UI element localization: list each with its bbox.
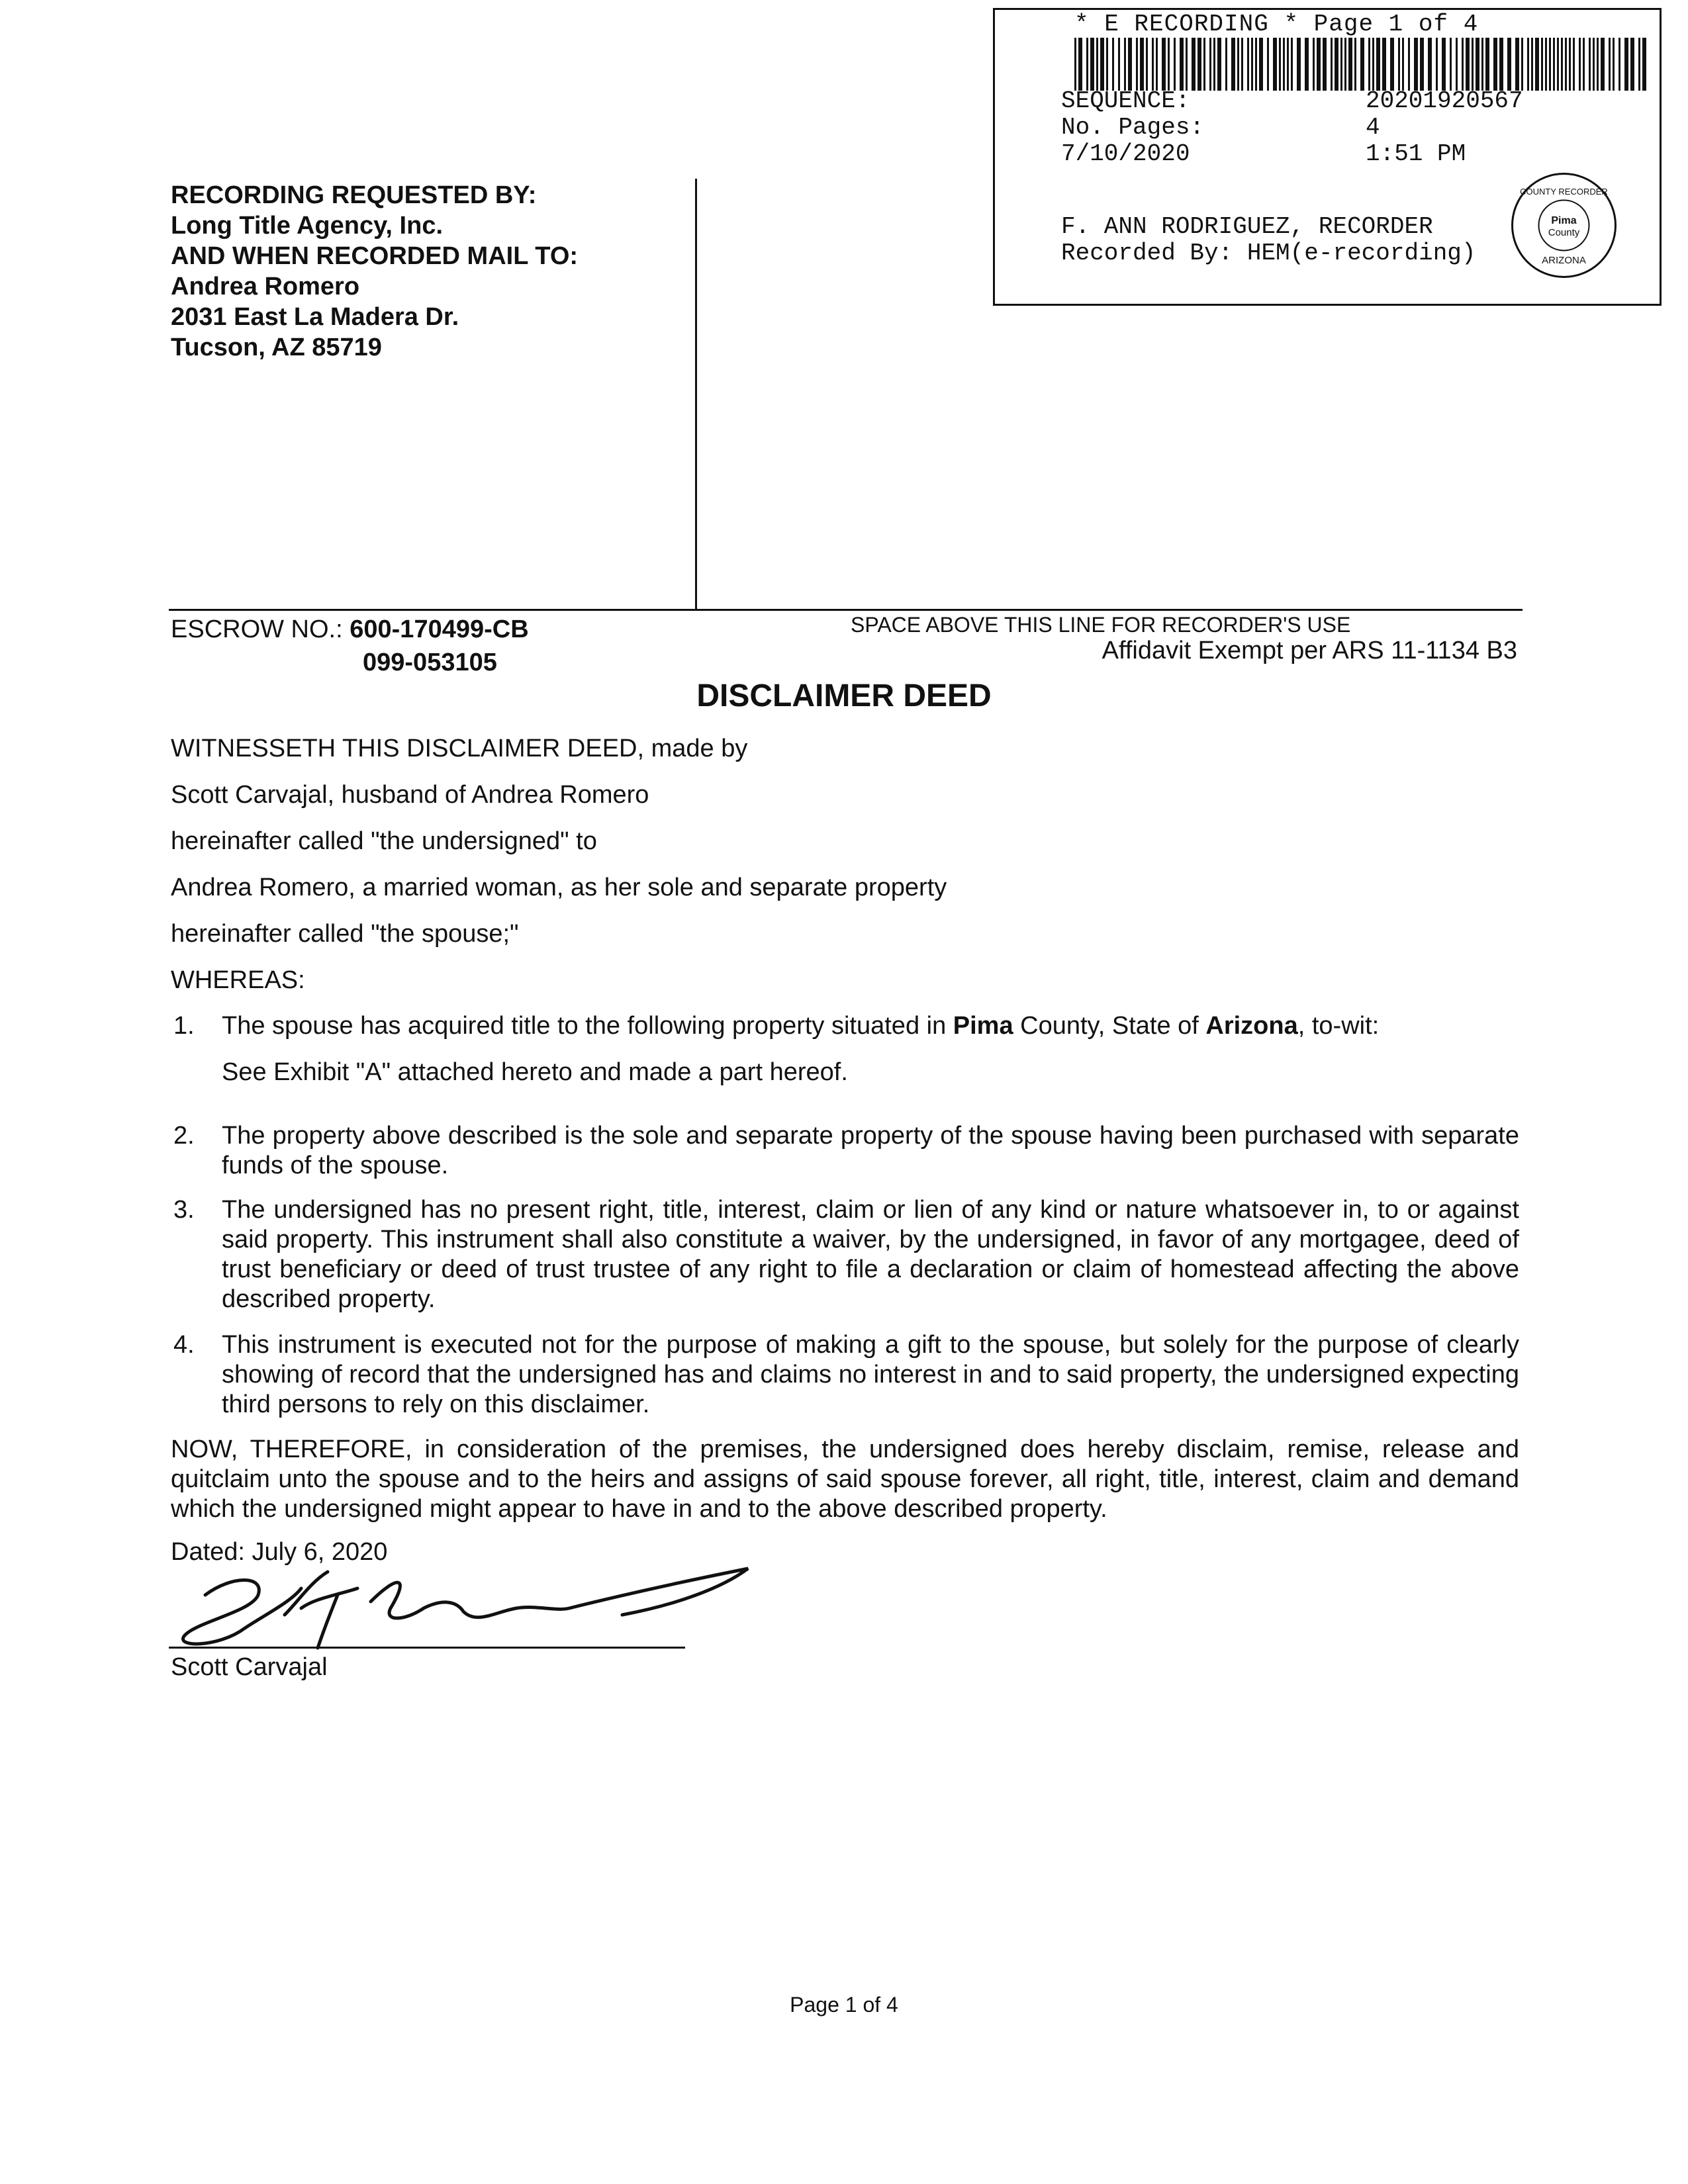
barcode-bar: [1527, 38, 1529, 91]
item-3-number: 3.: [173, 1196, 195, 1224]
requested-by-name: Long Title Agency, Inc.: [171, 212, 444, 240]
barcode-bar: [1078, 38, 1082, 91]
barcode-bar: [1283, 38, 1285, 91]
escrow-number-2: 099-053105: [363, 649, 497, 676]
item-1-sub: See Exhibit "A" attached hereto and made a part hereof.: [222, 1058, 848, 1086]
barcode-bar: [1251, 38, 1253, 91]
barcode-bar: [1323, 38, 1327, 91]
barcode-bar: [1360, 38, 1364, 91]
barcode-bar: [1545, 38, 1547, 91]
barcode-bar: [1569, 38, 1571, 91]
stamp-pages-value: 4: [1366, 114, 1380, 141]
item-1-state: Arizona: [1205, 1012, 1298, 1040]
barcode-bar: [1408, 38, 1410, 91]
barcode-bar: [1456, 38, 1458, 91]
mail-to-label: AND WHEN RECORDED MAIL TO:: [171, 242, 579, 270]
barcode-bar: [1561, 38, 1563, 91]
barcode-bar: [1209, 38, 1211, 91]
barcode-bar: [1237, 38, 1239, 91]
barcode-bar: [1279, 38, 1281, 91]
barcode-bar: [1521, 38, 1523, 91]
barcode-bar: [1225, 38, 1227, 91]
barcode-bar: [1074, 38, 1076, 91]
barcode-bar: [1442, 38, 1446, 91]
barcode-bar: [1368, 38, 1370, 91]
barcode-bar: [1476, 38, 1479, 91]
barcode-bar: [1618, 38, 1620, 91]
barcode-bar: [1462, 38, 1464, 91]
barcode-bar: [1331, 38, 1333, 91]
barcode-bar: [1466, 38, 1470, 91]
barcode-bar: [1241, 38, 1243, 91]
barcode-bar: [1287, 38, 1289, 91]
item-3-text: The undersigned has no present right, title, interest, claim or lien of any kind or nature whatsoever in, to or against said property. This instrument shall also constitute a waiver, by the undersigned, in favor of any mortgagee, deed of trust beneficiary or deed of trust trustee of any right to file a declaration or claim of homestead affecting the above described property.: [222, 1196, 1519, 1313]
county-recorder-seal-icon: [1509, 171, 1618, 280]
barcode-bar: [1213, 38, 1215, 91]
barcode-bar: [1507, 38, 1511, 91]
seal-bottom-text: ARIZONA: [1542, 255, 1586, 266]
barcode-bar: [1124, 38, 1126, 91]
barcode-bar: [1382, 38, 1386, 91]
document-title: DISCLAIMER DEED: [696, 678, 992, 713]
barcode-bar: [1297, 38, 1301, 91]
item-1-mid: County, State of: [1013, 1012, 1206, 1040]
seal-top-text: COUNTY RECORDER: [1520, 187, 1608, 197]
barcode-bar: [1557, 38, 1559, 91]
vertical-divider: [695, 179, 697, 610]
barcode-bar: [1485, 38, 1489, 91]
intro-line-1: WITNESSETH THIS DISCLAIMER DEED, made by: [171, 735, 748, 762]
signature-icon: [159, 1549, 768, 1661]
barcode-bar: [1259, 38, 1263, 91]
mail-to-city: Tucson, AZ 85719: [171, 334, 382, 361]
barcode-bar: [1609, 38, 1611, 91]
intro-line-4: Andrea Romero, a married woman, as her sole and separate property: [171, 874, 947, 901]
barcode-bar: [1541, 38, 1543, 91]
barcode-bar: [1515, 38, 1519, 91]
barcode-bar: [1186, 38, 1188, 91]
escrow-label: ESCROW NO.:: [171, 615, 343, 643]
barcode-bar: [1317, 38, 1321, 91]
barcode-bar: [1255, 38, 1257, 91]
recorder-space-line: [169, 609, 1523, 611]
barcode-bar: [1112, 38, 1114, 91]
item-1-text: [222, 1011, 1519, 1041]
barcode-bar: [1472, 38, 1474, 91]
barcode-bar: [1583, 38, 1585, 91]
stamp-date: 7/10/2020: [1061, 140, 1190, 167]
barcode-bar: [1579, 38, 1581, 91]
mail-to-name: Andrea Romero: [171, 273, 360, 300]
escrow-line: [171, 614, 529, 645]
stamp-pages-label: No. Pages:: [1061, 114, 1205, 141]
barcode-bar: [1450, 38, 1452, 91]
barcode-bar: [1140, 38, 1144, 91]
barcode-bar: [1549, 38, 1551, 91]
barcode-bar: [1344, 38, 1346, 91]
barcode-bar: [1156, 38, 1158, 91]
barcode-bar: [1305, 38, 1309, 91]
barcode-bar: [1231, 38, 1235, 91]
item-2-text: The property above described is the sole and separate property of the spouse having been purchased with separate funds of the spouse.: [222, 1122, 1519, 1179]
barcode-bar: [1335, 38, 1338, 91]
item-1-post: , to-wit:: [1297, 1012, 1380, 1040]
stamp-recorded-by: Recorded By: HEM(e-recording): [1061, 240, 1476, 267]
affidavit-exempt: Affidavit Exempt per ARS 11-1134 B3: [1102, 637, 1517, 664]
intro-line-3: hereinafter called "the undersigned" to: [171, 827, 597, 855]
barcode-bar: [1100, 38, 1104, 91]
barcode-bar: [1553, 38, 1555, 91]
barcode-bar: [1180, 38, 1184, 91]
barcode-bar: [1613, 38, 1615, 91]
stamp-recorder: F. ANN RODRIGUEZ, RECORDER: [1061, 213, 1433, 240]
barcode-bar: [1168, 38, 1170, 91]
barcode-bar: [1090, 38, 1094, 91]
barcode-bar: [1481, 38, 1483, 91]
barcode-bar: [1273, 38, 1277, 91]
barcode-bar: [1086, 38, 1088, 91]
barcode-bar: [1630, 38, 1634, 91]
barcode-bar: [1436, 38, 1438, 91]
barcode-bar: [1354, 38, 1356, 91]
barcode-bar: [1106, 38, 1108, 91]
barcode-bar: [1152, 38, 1154, 91]
barcode-bar: [1624, 38, 1628, 91]
barcode-bar: [1128, 38, 1132, 91]
barcode-bar: [1531, 38, 1533, 91]
barcode-bar: [1162, 38, 1166, 91]
barcode-bar: [1593, 38, 1595, 91]
item-1-pre: The spouse has acquired title to the following property situated in: [222, 1012, 953, 1040]
seal-center-text-1: Pima: [1551, 215, 1577, 226]
barcode-bar: [1348, 38, 1352, 91]
requested-by-label: RECORDING REQUESTED BY:: [171, 181, 537, 209]
barcode-bar: [1589, 38, 1591, 91]
stamp-sequence-label: SEQUENCE:: [1061, 87, 1190, 114]
barcode-bar: [1217, 38, 1221, 91]
barcode-bar: [1398, 38, 1400, 91]
barcode-bar: [1291, 38, 1293, 91]
item-1-number: 1.: [173, 1012, 195, 1040]
barcode-bar: [1402, 38, 1404, 91]
barcode-bar: [1340, 38, 1342, 91]
barcode-bar: [1420, 38, 1424, 91]
barcode-bar: [1597, 38, 1599, 91]
stamp-time: 1:51 PM: [1366, 140, 1466, 167]
barcode-bar: [1203, 38, 1205, 91]
barcode-bar: [1390, 38, 1394, 91]
seal-center-text-2: County: [1548, 227, 1580, 238]
barcode: [1074, 38, 1650, 91]
barcode-bar: [1267, 38, 1269, 91]
signature-line: [169, 1647, 685, 1649]
intro-line-2: Scott Carvajal, husband of Andrea Romero: [171, 781, 649, 809]
barcode-bar: [1642, 38, 1646, 91]
barcode-bar: [1493, 38, 1497, 91]
barcode-bar: [1174, 38, 1176, 91]
barcode-bar: [1376, 38, 1380, 91]
barcode-bar: [1372, 38, 1374, 91]
barcode-bar: [1197, 38, 1201, 91]
item-2-number: 2.: [173, 1122, 195, 1150]
barcode-bar: [1096, 38, 1098, 91]
now-therefore-paragraph: NOW, THEREFORE, in consideration of the premises, the undersigned does hereby disclaim, remise, release and quitclaim unto the spouse and to the heirs and assigns of said spouse forever, all right, title, interest, claim and demand which the undersigned might appear to have in and to the above described property.: [171, 1435, 1519, 1523]
barcode-bar: [1573, 38, 1575, 91]
escrow-number: 600-170499-CB: [350, 615, 529, 643]
barcode-bar: [1638, 38, 1640, 91]
barcode-bar: [1136, 38, 1138, 91]
stamp-sequence-value: 20201920567: [1366, 87, 1523, 114]
barcode-bar: [1565, 38, 1567, 91]
barcode-bar: [1146, 38, 1148, 91]
barcode-bar: [1414, 38, 1418, 91]
barcode-bar: [1192, 38, 1196, 91]
page-footer: Page 1 of 4: [790, 1993, 898, 2017]
barcode-bar: [1535, 38, 1539, 91]
item-4-text: This instrument is executed not for the purpose of making a gift to the spouse, but solely for the purpose of clearly showing of record that the undersigned has and claims no interest in and to said property, the undersigned expecting third persons to rely on this disclaimer.: [222, 1331, 1519, 1418]
dated-line: Dated: July 6, 2020: [171, 1538, 388, 1566]
barcode-bar: [1247, 38, 1249, 91]
barcode-bar: [1428, 38, 1432, 91]
stamp-header: * E RECORDING * Page 1 of 4: [1074, 11, 1479, 38]
barcode-bar: [1601, 38, 1605, 91]
mail-to-street: 2031 East La Madera Dr.: [171, 303, 459, 331]
signer-name: Scott Carvajal: [171, 1653, 328, 1681]
barcode-bar: [1118, 38, 1120, 91]
intro-line-6: WHEREAS:: [171, 966, 305, 994]
barcode-bar: [1499, 38, 1503, 91]
intro-line-5: hereinafter called "the spouse;": [171, 920, 519, 948]
recorder-use-label: SPACE ABOVE THIS LINE FOR RECORDER'S USE: [851, 613, 1351, 637]
barcode-bar: [1313, 38, 1315, 91]
item-1-county: Pima: [953, 1012, 1013, 1040]
item-4-number: 4.: [173, 1331, 195, 1359]
